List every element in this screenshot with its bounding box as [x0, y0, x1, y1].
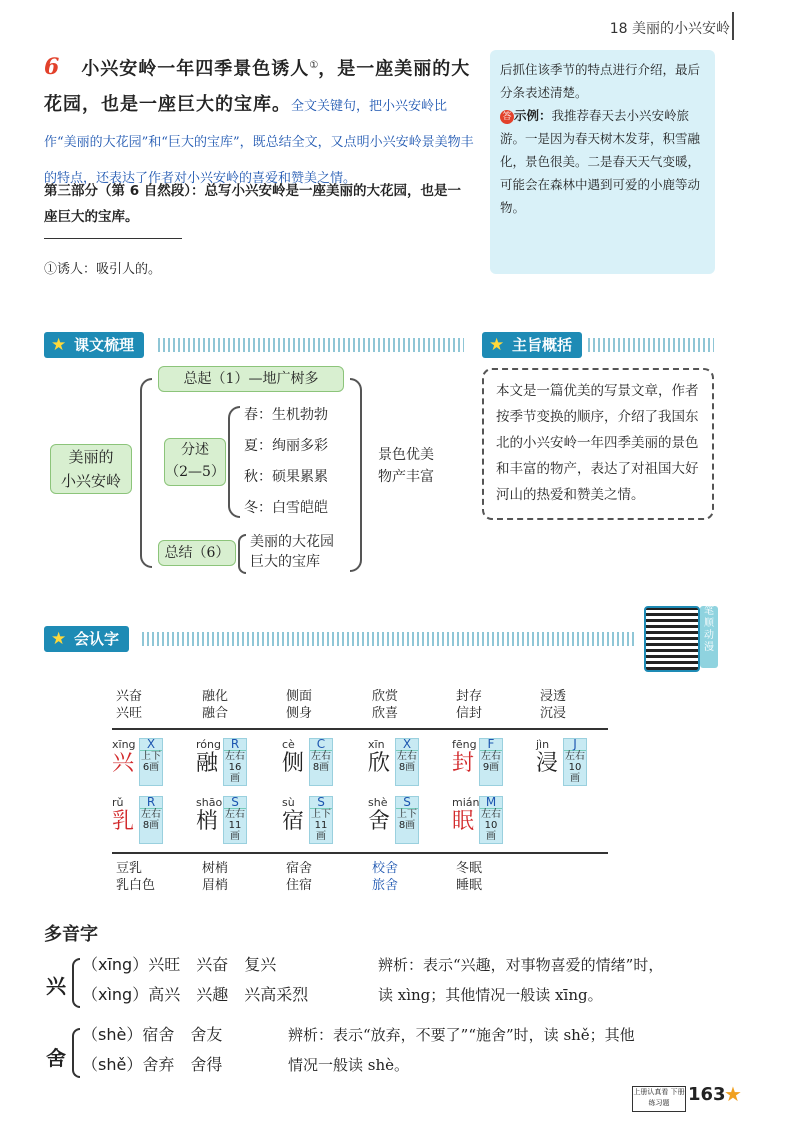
char-info-box	[139, 796, 163, 844]
char-card	[196, 737, 245, 784]
diagram-brace-summary	[238, 534, 246, 574]
season-winter: 冬：白雪皑皑	[244, 500, 328, 516]
char-pinyin: shāo	[196, 796, 223, 809]
char-strokes: 9画	[482, 762, 500, 773]
polyphone-she-readings: （shè）宿舍 舍友 （shě）舍弃 舍得	[82, 1025, 223, 1074]
polyphone-char-xing: 兴	[46, 974, 66, 998]
section-theme-label: 主旨概括	[512, 336, 573, 354]
section-characters	[44, 626, 129, 652]
char-index-letter: F	[480, 739, 502, 751]
diagram-seasons	[244, 400, 328, 524]
char-card	[536, 737, 585, 784]
char-pinyin: fēng	[452, 738, 477, 751]
char-pinyin: róng	[196, 738, 221, 751]
char-strokes: 11画	[314, 820, 328, 842]
page-tag: 上册认真看 下册练习题	[632, 1086, 686, 1112]
char-hanzi: 乳	[112, 809, 135, 834]
char-info-box	[479, 796, 503, 844]
char-pinyin: shè	[368, 796, 388, 809]
char-hanzi: 欣	[368, 751, 391, 776]
table-rule-top	[112, 728, 608, 730]
star-icon: ★	[489, 335, 505, 355]
section-hatch	[142, 632, 636, 646]
char-info-box	[223, 796, 247, 844]
char-hanzi: 融	[196, 751, 219, 776]
char-strokes: 8画	[398, 820, 416, 831]
diagram-summary-items	[250, 532, 334, 572]
summary-item-2: 巨大的宝库	[250, 554, 320, 570]
answer-pin-icon: 答	[500, 110, 514, 124]
word-group: 树梢 眉梢	[202, 861, 229, 893]
word-group: 浸透 沉浸	[540, 689, 567, 721]
char-card	[112, 795, 161, 835]
char-index-letter: S	[310, 797, 332, 809]
char-index-letter: S	[396, 797, 418, 809]
answer-example	[500, 104, 705, 219]
paragraph-text-2: ，是一座美丽的大花园，也是一座巨大的宝库。	[44, 58, 471, 116]
polyphone-char-she: 舍	[46, 1046, 66, 1070]
section-hatch	[588, 338, 714, 352]
char-hanzi: 梢	[196, 809, 219, 834]
word-group: 融化 融合	[202, 689, 229, 721]
season-spring: 春：生机勃勃	[244, 407, 328, 423]
footnote: ①诱人：吸引人的。	[44, 262, 162, 277]
char-strokes: 8画	[312, 762, 330, 773]
polyphone-brace	[72, 1028, 80, 1078]
section-structure-label: 课文梳理	[74, 336, 135, 354]
char-index-letter: J	[564, 739, 586, 751]
theme-box: 本文是一篇优美的写景文章，作者按季节变换的顺序，介绍了我国东北的小兴安岭一年四季美丽的景色和丰富的物产，表达了对祖国大好河山的热爱和赞美之情。	[482, 368, 714, 520]
char-card	[112, 737, 161, 777]
char-info-box	[479, 738, 503, 786]
char-info-box	[223, 738, 247, 786]
polyphone-xing-readings: （xīng）兴旺 兴奋 复兴 （xìng）高兴 兴趣 兴高采烈	[82, 955, 309, 1004]
char-structure: 上下	[397, 809, 417, 820]
qr-label: 笔顺动漫	[700, 606, 718, 668]
polyphone-title: 多音字	[44, 924, 98, 945]
paragraph-number: 6	[44, 54, 60, 81]
char-info-box	[395, 796, 419, 844]
char-index-letter: S	[224, 797, 246, 809]
char-card	[282, 795, 331, 842]
diagram-intro: 总起（1）—地广树多	[158, 366, 344, 392]
diagram-title: 美丽的 小兴安岭	[50, 444, 132, 494]
char-structure: 左右	[481, 809, 501, 820]
lesson-header: 18 美丽的小兴安岭	[609, 21, 730, 37]
polyphone-she-note: 辨析：表示“放弃，不要了”“施舍”时，读 shě；其他 情况一般读 shè。	[288, 1026, 635, 1074]
summary-item-1: 美丽的大花园	[250, 534, 334, 550]
char-card	[368, 795, 417, 835]
char-strokes: 10画	[484, 820, 498, 842]
char-structure: 左右	[481, 751, 501, 762]
star-icon: ★	[51, 335, 67, 355]
char-pinyin: xīng	[112, 738, 136, 751]
char-strokes: 16画	[228, 762, 242, 784]
footnote-divider	[44, 238, 182, 239]
qr-code[interactable]	[644, 606, 700, 672]
char-index-letter: C	[310, 739, 332, 751]
section-structure	[44, 332, 144, 358]
char-structure: 上下	[311, 809, 331, 820]
char-strokes: 6画	[142, 762, 160, 773]
section-characters-label: 会认字	[74, 630, 120, 648]
example-label: 示例：	[514, 108, 552, 123]
char-pinyin: sù	[282, 796, 295, 809]
char-info-box	[309, 738, 333, 786]
season-autumn: 秋：硕果累累	[244, 469, 328, 485]
example-text: 我推荐春天去小兴安岭旅游。一是因为春天树木发芽，积雪融化，景色很美。二是春天天气变暖，可能会在森林中遇到可爱的小鹿等动物。	[500, 108, 701, 215]
char-card	[452, 737, 501, 777]
char-info-box	[563, 738, 587, 786]
diagram-summary-label: 总结（6）	[158, 540, 236, 566]
char-pinyin: cè	[282, 738, 295, 751]
word-group: 侧面 侧身	[286, 689, 313, 721]
header-divider	[732, 12, 734, 40]
char-strokes: 8画	[142, 820, 160, 831]
char-index-letter: M	[480, 797, 502, 809]
footnote-ref: ①	[309, 60, 319, 71]
section-theme	[482, 332, 582, 358]
word-group: 兴奋 兴旺	[116, 689, 143, 721]
char-card	[452, 795, 501, 842]
diagram-brace-seasons	[228, 406, 240, 518]
part3-summary: 第三部分（第 6 自然段）：总写小兴安岭是一座美丽的大花园，也是一座巨大的宝库。	[44, 183, 462, 225]
char-structure: 上下	[141, 751, 161, 762]
char-hanzi: 封	[452, 751, 475, 776]
star-icon: ★	[724, 1082, 742, 1106]
diagram-detail-label: 分述 （2—5）	[164, 438, 226, 486]
char-strokes: 8画	[398, 762, 416, 773]
diagram-brace-right	[350, 378, 362, 572]
char-hanzi: 浸	[536, 751, 559, 776]
char-index-letter: R	[140, 797, 162, 809]
diagram-brace-main	[140, 378, 152, 568]
char-structure: 左右	[565, 751, 585, 762]
word-group: 欣赏 欣喜	[372, 689, 399, 721]
char-structure: 左右	[141, 809, 161, 820]
char-info-box	[139, 738, 163, 786]
char-info-box	[395, 738, 419, 786]
char-hanzi: 兴	[112, 751, 135, 776]
polyphone-brace	[72, 958, 80, 1008]
section-hatch	[158, 338, 464, 352]
char-structure: 左右	[225, 751, 245, 762]
char-card	[196, 795, 245, 842]
char-structure: 左右	[225, 809, 245, 820]
char-card	[368, 737, 417, 777]
page-number: 163	[688, 1084, 726, 1105]
word-group: 宿舍 住宿	[286, 861, 313, 893]
season-summer: 夏：绚丽多彩	[244, 438, 328, 454]
polyphone-xing-note: 辨析：表示“兴趣，对事物喜爱的情绪”时， 读 xìng；其他情况一般读 xīng。	[378, 956, 664, 1004]
table-rule-bottom	[112, 852, 608, 854]
paragraph-text: 小兴安岭一年四季景色诱人	[81, 58, 310, 80]
char-structure: 左右	[397, 751, 417, 762]
char-pinyin: rǔ	[112, 796, 124, 809]
char-strokes: 10画	[568, 762, 582, 784]
char-hanzi: 侧	[282, 751, 305, 776]
char-pinyin: mián	[452, 796, 480, 809]
answer-box	[490, 50, 715, 274]
paragraph-6	[44, 48, 474, 195]
word-group: 豆乳 乳白色	[116, 861, 156, 893]
diagram-result: 景色优美 物产丰富	[378, 447, 434, 485]
char-card	[282, 737, 331, 777]
char-hanzi: 舍	[368, 809, 391, 834]
char-pinyin: xīn	[368, 738, 385, 751]
word-group: 校舍 旅舍	[372, 861, 399, 893]
word-group: 冬眠 睡眠	[456, 861, 483, 893]
char-info-box	[309, 796, 333, 844]
paragraph-annotation: 全文关键句，把小兴安岭比作“美丽的大花园”和“巨大的宝库”，既总结全文，又点明小兴安岭景美物丰的特点，还表达了作者对小兴安岭的喜爱和赞美之情。	[44, 99, 474, 187]
char-index-letter: R	[224, 739, 246, 751]
char-strokes: 11画	[228, 820, 242, 842]
char-pinyin: jìn	[536, 738, 550, 751]
star-icon: ★	[51, 629, 67, 649]
word-group: 封存 信封	[456, 689, 483, 721]
answer-intro: 后抓住该季节的特点进行介绍，最后分条表述清楚。	[500, 62, 701, 100]
char-index-letter: X	[396, 739, 418, 751]
char-hanzi: 眠	[452, 809, 475, 834]
char-index-letter: X	[140, 739, 162, 751]
char-hanzi: 宿	[282, 809, 305, 834]
char-structure: 左右	[311, 751, 331, 762]
